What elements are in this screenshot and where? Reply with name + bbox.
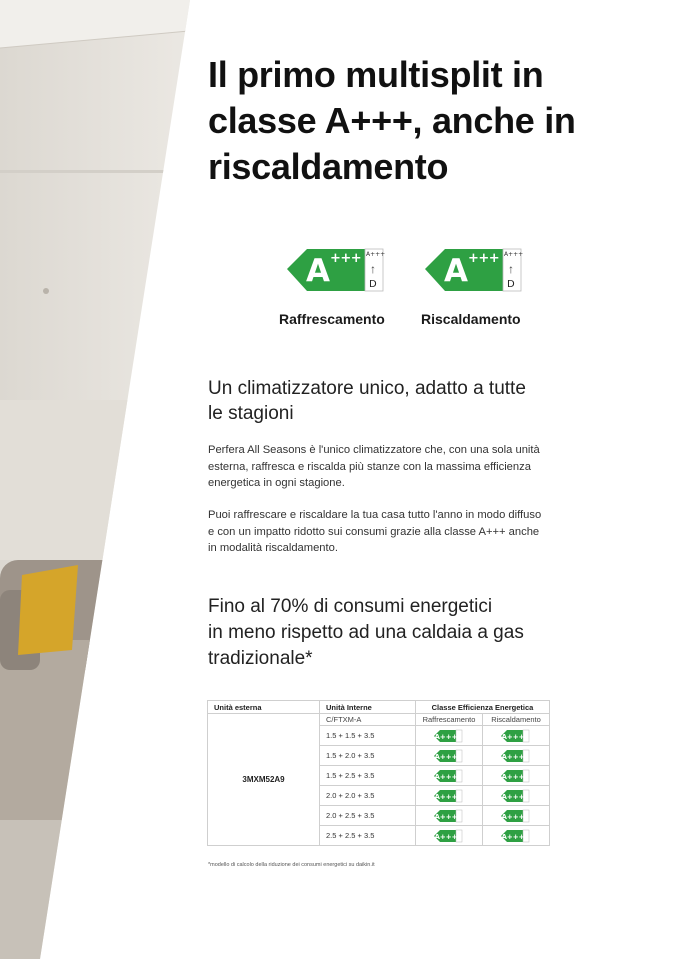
energy-caption-cooling: Raffrescamento	[279, 311, 385, 327]
cooling-class-cell	[416, 826, 483, 846]
svg-text:A+++: A+++	[501, 812, 525, 821]
energy-class-plus: +++	[330, 251, 362, 266]
header-outdoor-unit: Unità esterna	[208, 701, 320, 714]
arrow-up-icon: ↑	[508, 262, 514, 276]
heading-line: tradizionale*	[208, 648, 313, 669]
svg-text:A+++: A+++	[501, 832, 525, 841]
outdoor-unit-model: 3MXM52A9	[208, 714, 320, 846]
energy-badge-icon	[501, 829, 531, 843]
heating-class-cell	[483, 826, 550, 846]
energy-class-main: A	[444, 253, 468, 289]
energy-badge-icon	[434, 789, 464, 803]
subheader-heating: Riscaldamento	[483, 714, 550, 726]
heating-class-cell	[483, 746, 550, 766]
svg-text:A+++: A+++	[434, 772, 458, 781]
heading-line: in meno rispetto ad una caldaia a gas	[208, 622, 524, 643]
cooling-class-cell	[416, 766, 483, 786]
indoor-config: 2.0 + 2.0 + 3.5	[320, 786, 416, 806]
cooling-class-cell	[416, 806, 483, 826]
footnote: *modello di calcolo della riduzione dei consumi energetici su daikin.it	[208, 862, 375, 868]
indoor-config: 1.5 + 1.5 + 3.5	[320, 726, 416, 746]
title-line: riscaldamento	[208, 146, 449, 187]
energy-badge-icon	[501, 789, 531, 803]
heading-line: Fino al 70% di consumi energetici	[208, 596, 493, 617]
svg-text:A+++: A+++	[434, 832, 458, 841]
cooling-class-cell	[416, 726, 483, 746]
cooling-class-cell	[416, 786, 483, 806]
indoor-config: 2.5 + 2.5 + 3.5	[320, 826, 416, 846]
header-energy-class: Classe Efficienza Energetica	[416, 701, 550, 714]
efficiency-table	[207, 700, 550, 846]
energy-scale-bottom: D	[507, 279, 515, 290]
paragraph-efficiency: Puoi raffrescare e riscaldare la tua casa tutto l'anno in modo diffuso e con un impatto ridotto sui consumi grazie alla classe A+++ anche in modalità riscaldamento.	[208, 509, 542, 554]
section-heading-seasons	[208, 376, 628, 426]
energy-caption-heating: Riscaldamento	[421, 311, 521, 327]
svg-text:A+++: A+++	[501, 732, 525, 741]
heating-class-cell	[483, 806, 550, 826]
energy-class-plus: +++	[468, 251, 500, 266]
energy-badge-icon	[434, 829, 464, 843]
energy-scale-bottom: D	[369, 279, 377, 290]
heating-class-cell	[483, 766, 550, 786]
heading-line: le stagioni	[208, 403, 294, 424]
energy-badge-icon	[434, 729, 464, 743]
title-line: Il primo multisplit in	[208, 54, 544, 95]
indoor-config: 1.5 + 2.5 + 3.5	[320, 766, 416, 786]
page-title	[208, 52, 648, 190]
title-line: classe A+++, anche in	[208, 100, 576, 141]
energy-badge-icon	[434, 749, 464, 763]
energy-class-main: A	[306, 253, 330, 289]
heating-class-cell	[483, 726, 550, 746]
cooling-class-cell	[416, 746, 483, 766]
energy-badge-icon	[501, 729, 531, 743]
heating-class-cell	[483, 786, 550, 806]
energy-badge-icon	[434, 769, 464, 783]
svg-text:A+++: A+++	[501, 772, 525, 781]
energy-badge-icon	[434, 809, 464, 823]
energy-badge-icon	[501, 749, 531, 763]
svg-text:A+++: A+++	[434, 792, 458, 801]
svg-text:A+++: A+++	[501, 792, 525, 801]
svg-text:A+++: A+++	[434, 812, 458, 821]
svg-text:A+++: A+++	[501, 752, 525, 761]
header-indoor-units: Unità Interne	[320, 701, 416, 714]
energy-scale-top: A+++	[504, 251, 524, 258]
subheader-indoor-model: C/FTXM-A	[320, 714, 416, 726]
subheader-cooling: Raffrescamento	[416, 714, 483, 726]
energy-scale-top: A+++	[366, 251, 386, 258]
heading-line: Un climatizzatore unico, adatto a tutte	[208, 378, 526, 399]
svg-text:A+++: A+++	[434, 752, 458, 761]
energy-badge-icon	[501, 769, 531, 783]
energy-badge-icon	[501, 809, 531, 823]
section-heading-savings	[208, 594, 628, 672]
indoor-config: 2.0 + 2.5 + 3.5	[320, 806, 416, 826]
indoor-config: 1.5 + 2.0 + 3.5	[320, 746, 416, 766]
arrow-up-icon: ↑	[370, 262, 376, 276]
paragraph-intro: Perfera All Seasons è l'unico climatizzatore che, con una sola unità esterna, raffresca e riscalda più stanze con la massima efficienza energetica in ogni stagione.	[208, 444, 540, 489]
svg-text:A+++: A+++	[434, 732, 458, 741]
